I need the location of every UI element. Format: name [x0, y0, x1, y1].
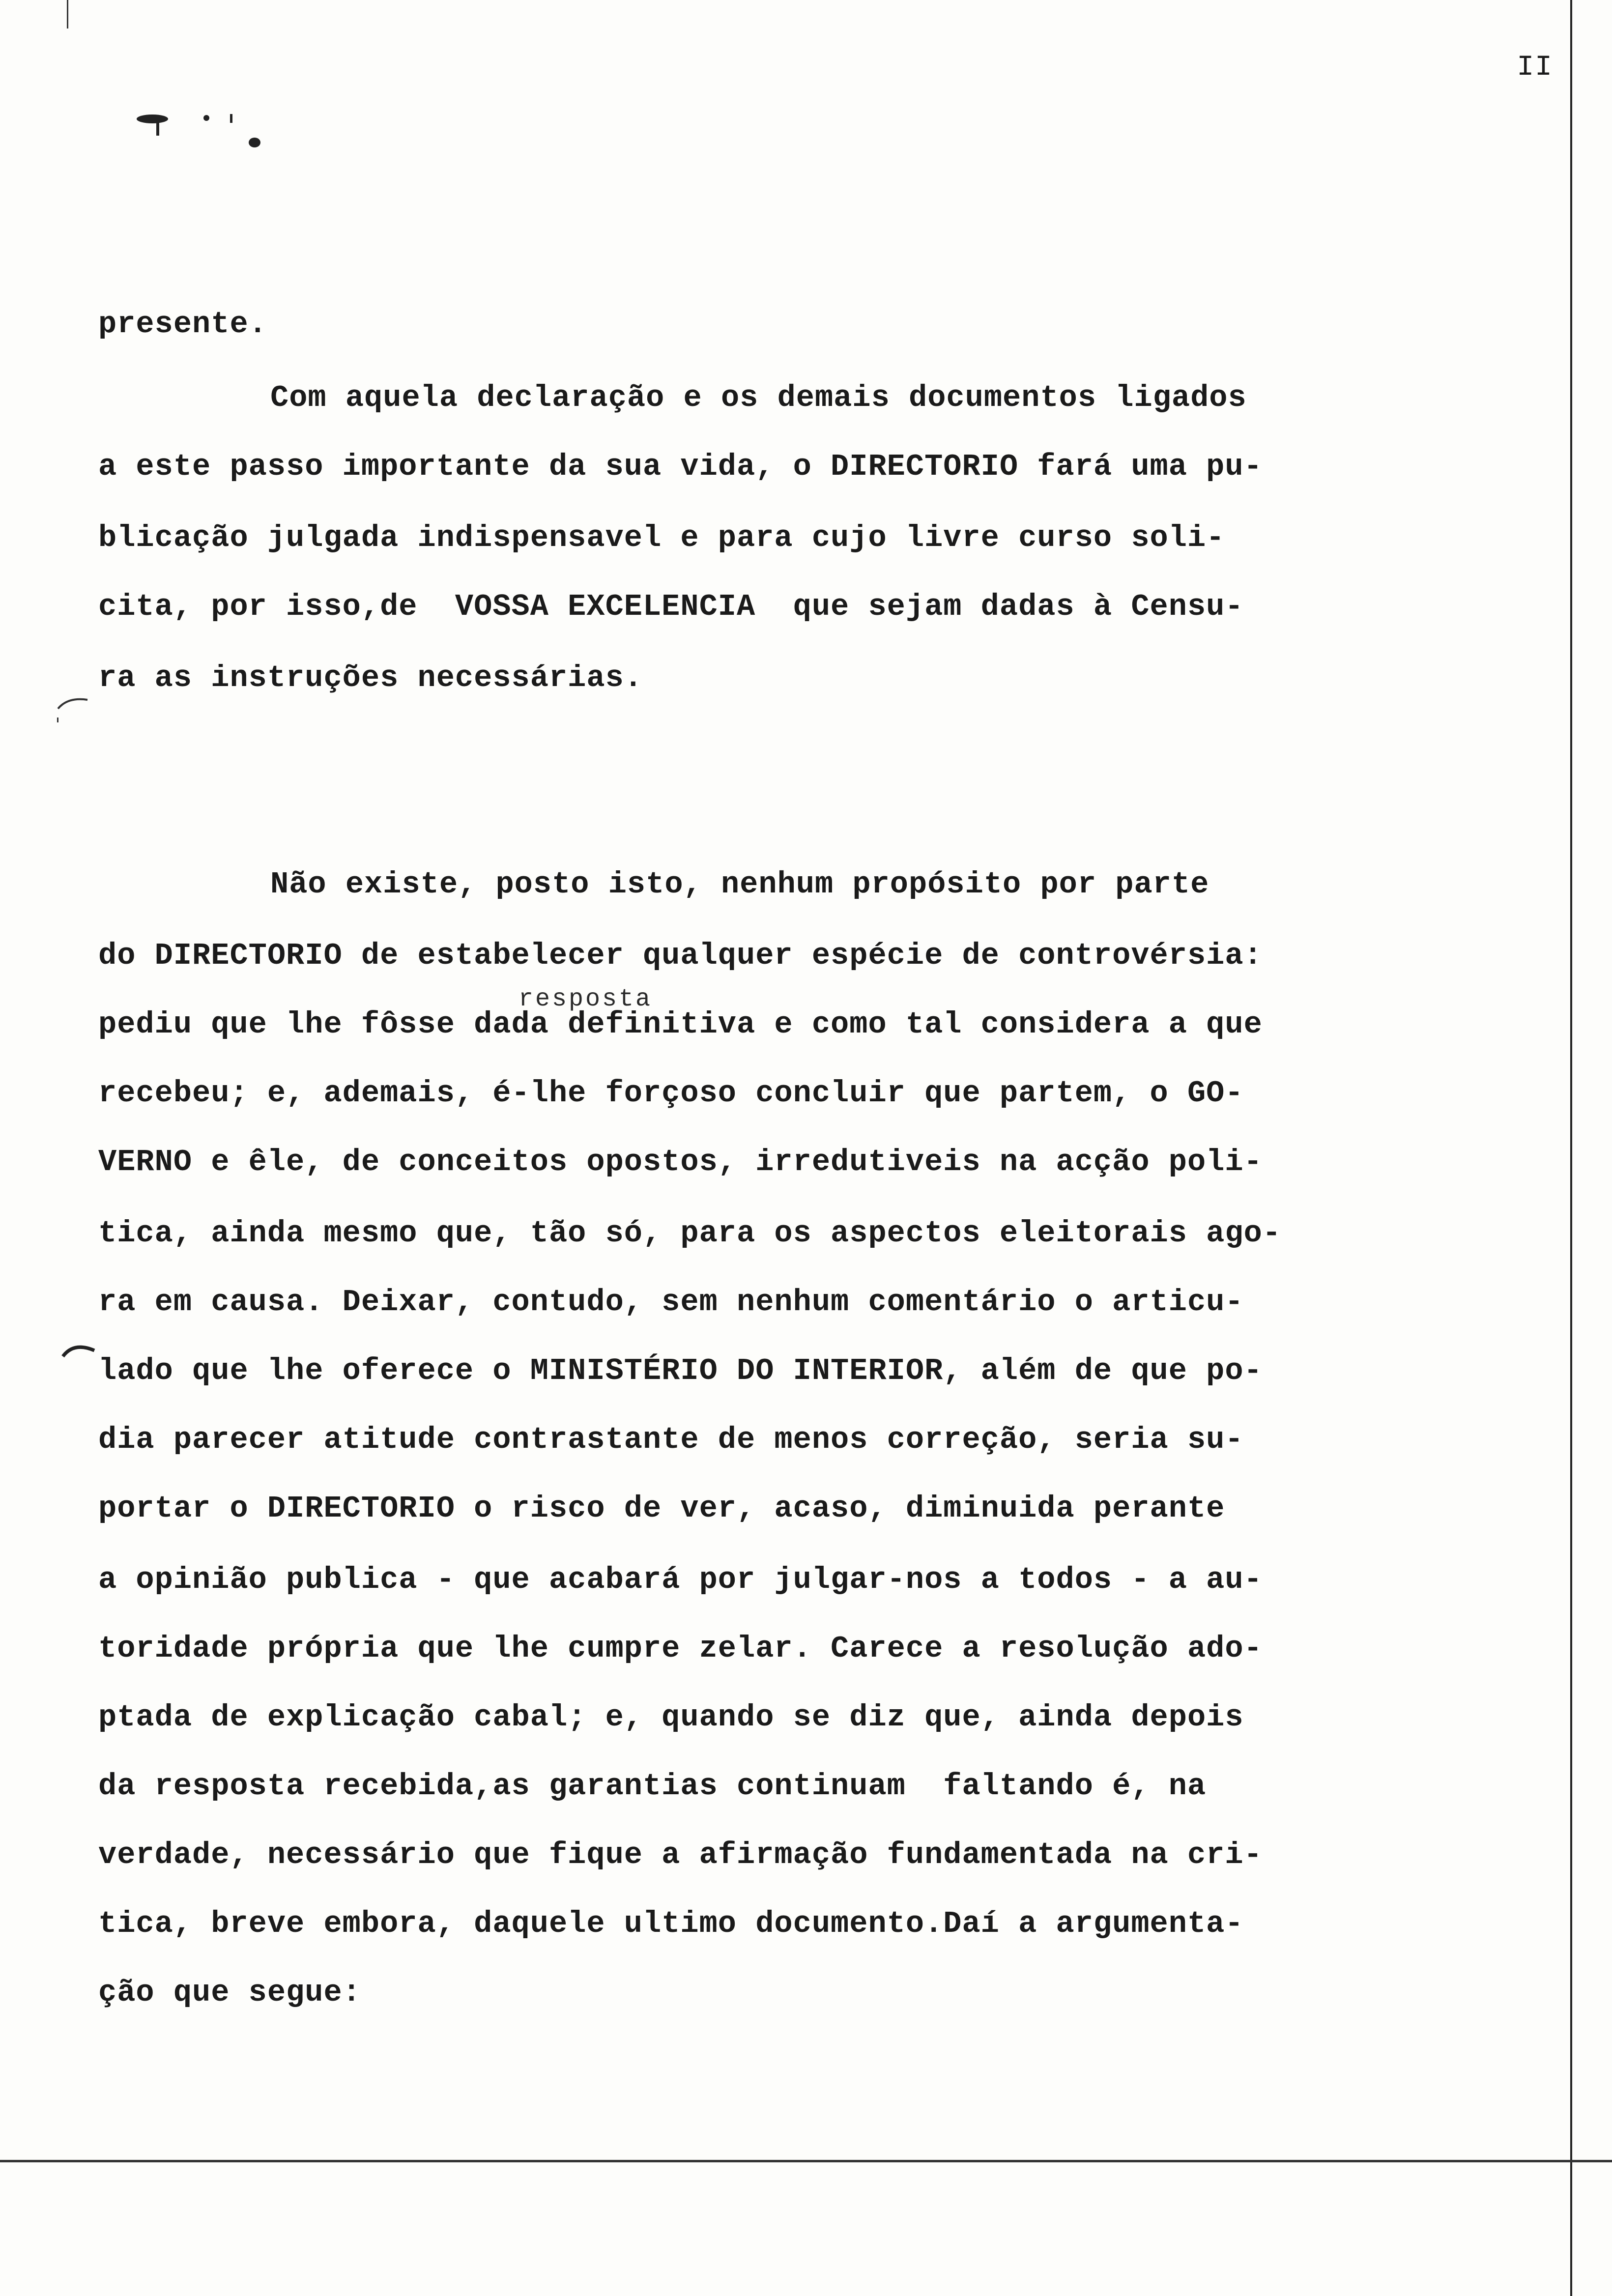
text-line: ra as instruções necessárias. [98, 660, 643, 695]
page-number: II [1517, 52, 1553, 84]
text-line: presente. [98, 307, 267, 342]
margin-tick-icon [59, 1337, 98, 1366]
text-line: ptada de explicação cabal; e, quando se diz que, ainda depois [98, 1700, 1244, 1735]
margin-tick-icon [53, 693, 92, 722]
margin-mark [67, 0, 68, 29]
text-line: tica, ainda mesmo que, tão só, para os aspectos eleitorais ago- [98, 1216, 1281, 1251]
right-edge-rule [1570, 0, 1572, 2296]
text-line: toridade própria que lhe cumpre zelar. Carece a resolução ado- [98, 1631, 1263, 1666]
ink-smudge-icon [133, 103, 275, 157]
text-line: a opinião publica - que acabará por julgar-nos a todos - a au- [98, 1562, 1263, 1597]
interlinear-annotation: resposta [518, 985, 653, 1013]
text-line: do DIRECTORIO de estabelecer qualquer espécie de controvérsia: [98, 938, 1263, 973]
text-line: da resposta recebida,as garantias continuam faltando é, na [98, 1769, 1207, 1804]
text-line: VERNO e êle, de conceitos opostos, irredutiveis na acção poli- [98, 1145, 1263, 1179]
text-line: dia parecer atitude contrastante de menos correção, seria su- [98, 1422, 1244, 1457]
text-line: ção que segue: [98, 1975, 361, 2010]
text-line: Com aquela declaração e os demais documentos ligados [270, 380, 1247, 415]
text-line: portar o DIRECTORIO o risco de ver, acaso, diminuida perante [98, 1491, 1225, 1526]
text-line: Não existe, posto isto, nenhum propósito por parte [270, 867, 1209, 902]
text-line: cita, por isso,de VOSSA EXCELENCIA que sejam dadas à Censu- [98, 589, 1244, 624]
bottom-edge-rule [0, 2160, 1612, 2162]
text-line: tica, breve embora, daquele ultimo documento.Daí a argumenta- [98, 1906, 1244, 1941]
text-line: ra em causa. Deixar, contudo, sem nenhum comentário o articu- [98, 1285, 1244, 1320]
text-line: a este passo importante da sua vida, o DIRECTORIO fará uma pu- [98, 449, 1263, 484]
text-line: verdade, necessário que fique a afirmação fundamentada na cri- [98, 1837, 1263, 1872]
text-line: pediu que lhe fôsse dada definitiva e como tal considera a que [98, 1007, 1263, 1042]
text-line: lado que lhe oferece o MINISTÉRIO DO INTERIOR, além de que po- [98, 1353, 1263, 1388]
text-line: recebeu; e, ademais, é-lhe forçoso concluir que partem, o GO- [98, 1076, 1244, 1111]
text-line: blicação julgada indispensavel e para cujo livre curso soli- [98, 520, 1225, 555]
